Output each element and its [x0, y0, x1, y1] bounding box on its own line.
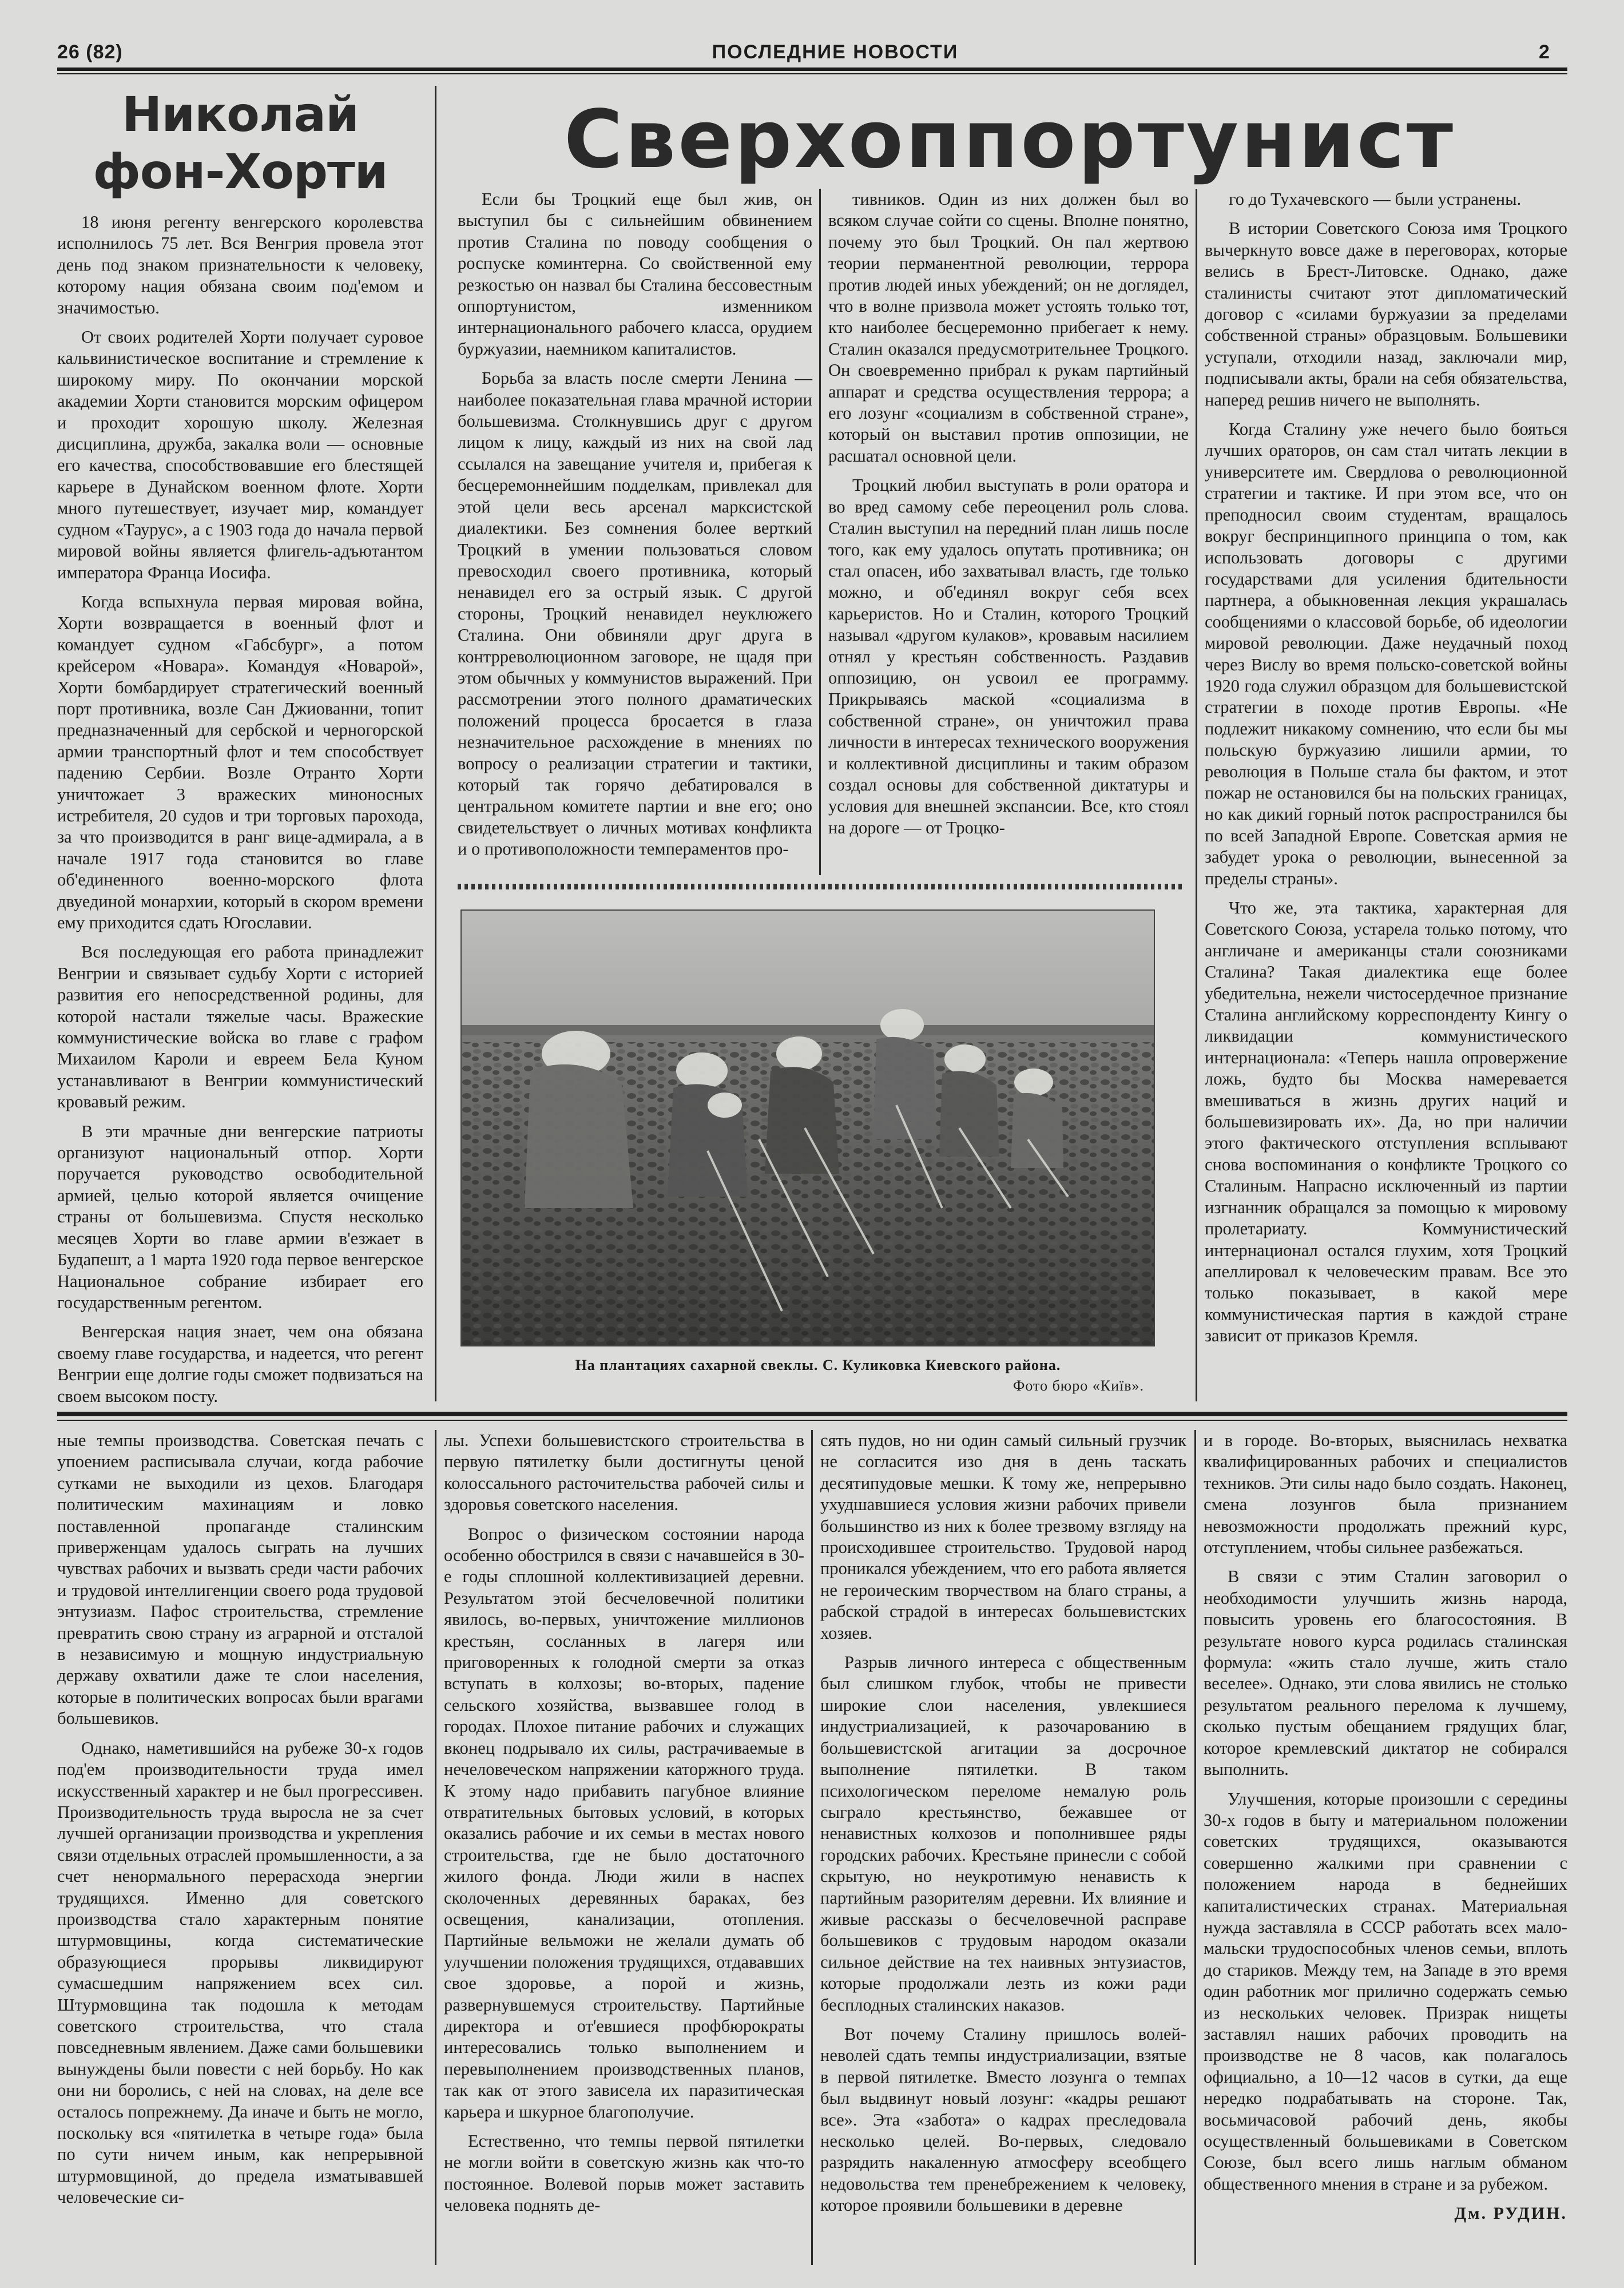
paragraph: сять пудов, но ни один самый сильный грузчик не согласится изо дня в день таскать десятипудовые мешки. К тому же, непрерывно ухудшавшиеся условия жизни рабочих привели большинство из них к более трезвому взгляду на происходившее строительство. Трудовой народ проникался убеждением, что его работа является не героическим творчеством на благо страны, а рабской страдой в интересах большевистских хозяев. — [820, 1431, 1186, 1643]
paragraph: Улучшения, которые произошли с середины 30-х годов в быту и материальном положении советских трудящихся, оказываются совершенно жалкими при сравнении с положением народа в беднейших капиталистических странах. Материальная нужда заставляла в СССР работать всех мало-мальски трудоспособных членов семьи, вплоть до стариков. Между тем, на Западе в это время один работник мог прилично содержать семью из нескольких человек. Призрак нищеты заставлял наших рабочих проводить на производстве не 8 часов, как полагалось официально, а 10—12 часов в сутки, да еще нередко подрабатывать на стороне. Так, восьмичасовой рабочий день, якобы осуществленный большевиками в Советском Союзе, был всего лишь наглым обманом общественного мнения в стране и за рубежом. — [1204, 1789, 1567, 2194]
paragraph: Борьба за власть после смерти Ленина — наиболее показательная глава мрачной истории большевизма. Столкнувшись друг с другом лицом к лицу, каждый из них на свой лад ссылался на завещание учителя и, прибегая к бесцеремоннейшим подделкам, привлекал для этой цели весь арсенал марксистской диалектики. Без сомнения более верткий Троцкий в умении пользоваться словом превосходил своего противника, который ненавидел его за острый язык. С другой стороны, Троцкий ненавидел неуклюжего Сталина. Они обвиняли друг друга в контрреволюционном заговоре, не щадя при этом обычных у коммунистов выражений. При рассмотрении этого полного драматических положений процесса бросается в глаза незначительное расхождение в мнениях по вопросу о реализации стратегии и тактики, который так горячо дебатировался в центральном комитете партии и вне его; оно свидетельствует о личных мотивах конфликта и о противоположности темпераментов про- — [458, 368, 812, 859]
paragraph: Вся последующая его работа принадлежит Венгрии и связывает судьбу Хорти с историей развития его непосредственной родины, для которой настали тяжелые часы. Вражеские коммунистические войска во главе с графом Михаилом Кароли и евреем Бела Куном устанавливают в Венгрии коммунистический кровавый режим. — [57, 942, 423, 1112]
column-divider — [1194, 1430, 1196, 2265]
column-divider — [435, 1430, 436, 2265]
page-number-left: 26 (82) — [57, 41, 123, 63]
paragraph: В связи с этим Сталин заговорил о необходимости улучшить жизнь народа, повысить уровень его благосостояния. В результате нового курса родилась сталинская формула: «жить стало лучше, жить стало веселее». Однако, эти слова явились не столько результатом реального перелома к лучшему, сколько пустым обещанием грядущих благ, которое кремлевский диктатор не собирался выполнить. — [1204, 1567, 1567, 1779]
horthy-body — [57, 212, 423, 1407]
bottom-col-4 — [1204, 1430, 1567, 2225]
paragraph: Венгерская нация знает, чем она обязана своему главе государства, и надеется, что регент Венгрии еще долгие годы сможет подвизаться на своем высоком посту. — [57, 1322, 423, 1406]
section-rule — [57, 1412, 1567, 1416]
paragraph: го до Тухачевского — были устранены. — [1229, 189, 1522, 209]
paragraph: Однако, наметившийся на рубеже 30-х годов под'ем производительности труда имел искусственный характер и не был прогрессивен. Производительность труда выросла не за счет лучшей организации производства и укрепления связи отдельных отраслей промышленности, а за счет ненормального перерасхода энергии трудящихся. Именно для советского производства стало характерным понятие штурмовщины, когда систематические образующиеся прорывы ликвидируют сумасшедшим напряжением всех сил. Штурмовщина так подошла к методам советского строительства, что стала повседневным явлением. Даже сами большевики вынуждены были повести с ней борьбу. Но как они ни боролись, с ней на словах, на деле все осталось попрежнему. Да иначе и быть не могло, поскольку вся «пятилетка в четыре года» была по сути ничем иным, как непрерывной штурмовщиной, до предела изматывавшей человеческие си- — [57, 1738, 423, 2207]
main-col-3 — [1205, 189, 1567, 1355]
paragraph: Троцкий любил выступать в роли оратора и во вред самому себе переоценил роль слова. Сталин выступил на передний план лишь после того, как ему удалось опутать противника; он стал опасен, ибо захватывал власть, где только можно, и об'единял вокруг себя всех карьеристов. Но и Сталин, которого Троцкий называл «другом кулаков», кровавым насилием отнял у крестьян собственность. Раздавив оппозицию, он усвоил ее программу. Прикрываясь маской «социализма в собственной стране», он уничтожил права личности в интересах технического вооружения и коллективной дисциплины и таким образом создал основы для собственной диктатуры и условия для внешней экспансии. Все, кто стоял на дороге — от Троцко- — [828, 475, 1189, 837]
bottom-col-3 — [820, 1430, 1186, 2225]
header-rule — [57, 67, 1567, 71]
paragraph: Что же, эта тактика, характерная для Советского Союза, устарела только потому, что англичане и американцы стали союзниками Сталина? Такая диалектика еще более убедительна, нежели чистосердечное признание Сталина английскому корреспонденту Кингу о ликвидации коммунистического интернационала: «Теперь нашла опровержение ложь, будто бы Москва намеревается вмешиваться в жизнь других наций и большевизировать их». Да, но при наличии этого фактического отступления всплывают снова воспоминания о конфликте Троцкого со Сталиным. Напрасно исключенный из партии изгнанник обращался за помощью к мировому пролетариату. Коммунистический интернационал остался глухим, хотя Троцкий апеллировал к человеческим правам. Все это только показывает, в какой мере коммунистическая партия в каждой стране зависит от приказов Кремля. — [1205, 898, 1567, 1346]
paragraph: От своих родителей Хорти получает суровое кальвинистическое воспитание и стремление к широкому миру. По окончании морской академии Хорти становится морским офицером и проходит хорошую школу. Железная дисциплина, дружба, закалка воли — основные его качества, способствовавшие его блестящей карьере в Дунайском военном флоте. Хорти много путешествует, изучает мир, командует судном «Таурус», а с 1903 года до начала первой мировой войны является флигель-адъютантом императора Франца Иосифа. — [57, 327, 423, 582]
photo-credit: Фото бюро «Київ». — [1012, 1377, 1144, 1394]
paragraph: Если бы Троцкий еще был жив, он выступил бы с сильнейшим обвинением против Сталина по поводу сообщения о роспуске коминтерна. Со свойственной ему резкостью он назвал бы Сталина бессовестным оппортунистом, изменником интернационального рабочего класса, орудием буржуазии, наемником капиталистов. — [458, 189, 812, 359]
paragraph: Когда вспыхнула первая мировая война, Хорти возвращается в военный флот и командует судном «Габсбург», а потом крейсером «Новара». Командуя «Новарой», Хорти бомбардирует стратегический военный порт противника, возле Сан Джиованни, топит предназначенный для сербской и черногорской армии транспортный флот и тем способствует падению Сербии. Возле Отранто Хорти уничтожает 3 вражеских миноносных истребителя, 20 судов и три торговых парохода, за что производится в ранг вице-адмирала, а в начале 1917 года становится во главе об'единенного военно-морского флота двуединой монархии, который в скором времени ему приходится сдать Югославии. — [57, 591, 423, 932]
paragraph: 18 июня регенту венгерского королевства исполнилось 75 лет. Вся Венгрия провела этот день под знаком признательности к человеку, которому нация обязана своим под'емом и значимостью. — [57, 212, 423, 317]
author-signature: Дм. РУДИН. — [1454, 2204, 1567, 2223]
paragraph: Вот почему Сталину пришлось волей-неволей сдать темпы индустриализации, взятые в первой пятилетке. Вместо лозунга о темпах был выдвинут новый лозунг: «кадры решают все». Эта «забота» о кадрах преследовала несколько целей. Во-первых, следовало разрядить накаленную атмосферу всеобщего недовольства тем пренебрежением к человеку, которое проявили большевики в деревне — [820, 2024, 1186, 2215]
paragraph: Разрыв личного интереса с общественным был слишком глубок, чтобы не привести широкие слои населения, увлекшиеся индустриализацией, к разочарованию в большевистской агитации за досрочное выполнение пятилетки. В таком психологическом переломе немалую роль сыграло крестьянство, бежавшее от ненавистных колхозов и пополнившее ряды городских рабочих. Крестьяне принесли с собой скрытую, но неукротимую ненависть к партийным разорителям деревни. Их влияние и живые рассказы о бесчеловечной расправе большевиков с трудовым народом оказали сильное действие на тех наивных энтузиастов, которые продолжали лезть из кожи ради бесплодных сталинских наказов. — [820, 1653, 1186, 2015]
main-title: Сверхоппортунист — [563, 93, 1456, 186]
bottom-col-1 — [57, 1430, 423, 2216]
section-rule-thin — [57, 1420, 1567, 1421]
paragraph: В эти мрачные дни венгерские патриоты организуют национальный отпор. Хорти поручается руководство освободительной армией, целью которой является очищение страны от большевизма. Спустя несколько месяцев Хорти во главе армии в'езжает в Будапешт, а 1 марта 1920 года первое венгерское Национальное собрание избирает его государственным регентом. — [57, 1121, 423, 1312]
paragraph: Естественно, что темпы первой пятилетки не могли войти в советскую жизнь как что-то постоянное. Волевой порыв может заставить человека поднять де- — [444, 2131, 804, 2215]
header-rule-thin — [57, 73, 1567, 74]
newspaper-name: ПОСЛЕДНИЕ НОВОСТИ — [712, 41, 959, 63]
paragraph: и в городе. Во-вторых, выяснилась нехватка квалифицированных рабочих и специалистов техников. Эти силы надо было создать. Наконец, смена лозунгов была признанием невозможности продолжать прежний курс, отступлением, чтобы сильнее разбежаться. — [1204, 1431, 1567, 1558]
photo-caption: На плантациях сахарной свеклы. С. Куликовка Киевского района. — [575, 1357, 1061, 1373]
sugar-beet-photo — [460, 909, 1155, 1346]
bottom-col-2 — [444, 1430, 804, 2225]
column-divider — [811, 1430, 813, 2265]
column-divider — [435, 86, 436, 1401]
paragraph: лы. Успехи большевистского строительства в первую пятилетку были достигнуты ценой колоссального расточительства рабочей силы и здоровья советского населения. — [444, 1431, 804, 1515]
paragraph: Когда Сталину уже нечего было бояться лучших ораторов, он сам стал читать лекции в университете им. Свердлова о революционной стратегии и тактике. И при этом все, что он преподносил своим студентам, вращалось вокруг беспринципного принципа о том, как использовать договоры с другими государствами для усиления бдительности партнера, а обыкновенная лекция украшалась сообщениями о классовой борьбе, об идеологии мировой революции. Даже неудачный поход через Вислу во время польско-советской войны 1920 года служил образцом для большевистской стратегии в походе против Европы. «Не подлежит никакому сомнению, что если бы мы польскую буржуазию лишили армии, то революция в Польше стала бы фактом, и этот пожар не остановился бы на польских границах, но как дикий горный поток распространился бы по всей Западной Европе. Советская армия не забудет урока о революции, вынесенной за пределы страны». — [1205, 419, 1567, 888]
main-col-1 — [458, 189, 812, 868]
field-workers-image — [462, 911, 1154, 1345]
page-number-right: 2 — [1539, 41, 1550, 63]
horthy-title: Николай фон-Хорти — [93, 86, 388, 200]
ornamental-separator — [458, 884, 1184, 889]
column-divider — [819, 189, 821, 875]
main-col-2 — [828, 189, 1189, 847]
paragraph: Вопрос о физическом состоянии народа особенно обострился в связи с начавшейся в 30-е годы сплошной коллективизацией деревни. Результатом этой бесчеловечной политики явилось, во-первых, уничтожение миллионов крестьян, сосланных в лагеря или приговоренных к голодной смерти за отказ вступать в колхозы; во-вторых, падение сельского хозяйства, вызвавшее голод в городах. Плохое питание рабочих и служащих вконец подрывало их силы, растрачиваемые в нечеловеческом напряжении каторжного труда. К этому надо прибавить пагубное влияние отвратительных бытовых условий, в которых оказались рабочие и их семьи в местах нового строительства, где не было достаточного жилого фонда. Люди жили в наспех сколоченных деревянных бараках, без освещения, канализации, отопления. Партийные вельможи не желали думать об улучшении положения трудящихся, отдававших свое здоровье, а порой и жизнь, развернувшемуся строительству. Партийные директора и от'евшиеся профбюрократы интересовались только выполнением и перевыполнением производственных планов, так как от этого зависела их паразитическая карьера и шкурное благополучие. — [444, 1524, 804, 2122]
horthy-article — [57, 86, 423, 1415]
column-divider — [1196, 189, 1197, 1401]
paragraph: В истории Советского Союза имя Троцкого вычеркнуто вовсе даже в переговорах, которые велись в Брест-Литовске. Однако, даже сталинисты считают этот дипломатический договор с «силами буржуазии за пределами собственной страны» образцовым. Большевики уступали, отходили назад, заключали мир, подписывали акты, брали на себя обязательства, наперед решив ничего не выполнять. — [1205, 219, 1567, 410]
paragraph: ные темпы производства. Советская печать с упоением расписывала случаи, когда рабочие сутками не выходили из цехов. Благодаря политическим махинациям и ловко поставленной пропаганде сталинским приверженцам удалось сыграть на лучших чувствах рабочих и вызвать среди части рабочих и трудовой интеллигенции своего рода трудовой энтузиазм. Пафос строительства, стремление превратить свою страну из аграрной и отсталой в независимую и мощную индустриальную державу охватили даже те слои населения, которые в политических вопросах были врагами большевиков. — [57, 1431, 423, 1729]
paragraph: тивников. Один из них должен был во всяком случае сойти со сцены. Вполне понятно, почему это был Троцкий. Он пал жертвою теории перманентной революции, террора против людей иных убеждений; он не доглядел, что в волне призвола может устоять только тот, кто наиболее бесцеремонно прибегает к нему. Сталин оказался предусмотрительнее Троцкого. Он своевременно прибрал к рукам партийный аппарат и средства осуществления террора; а его лозунг «социализм в собственной стране», который он выставил против оппозиции, не расшатал основной цели. — [828, 189, 1189, 466]
